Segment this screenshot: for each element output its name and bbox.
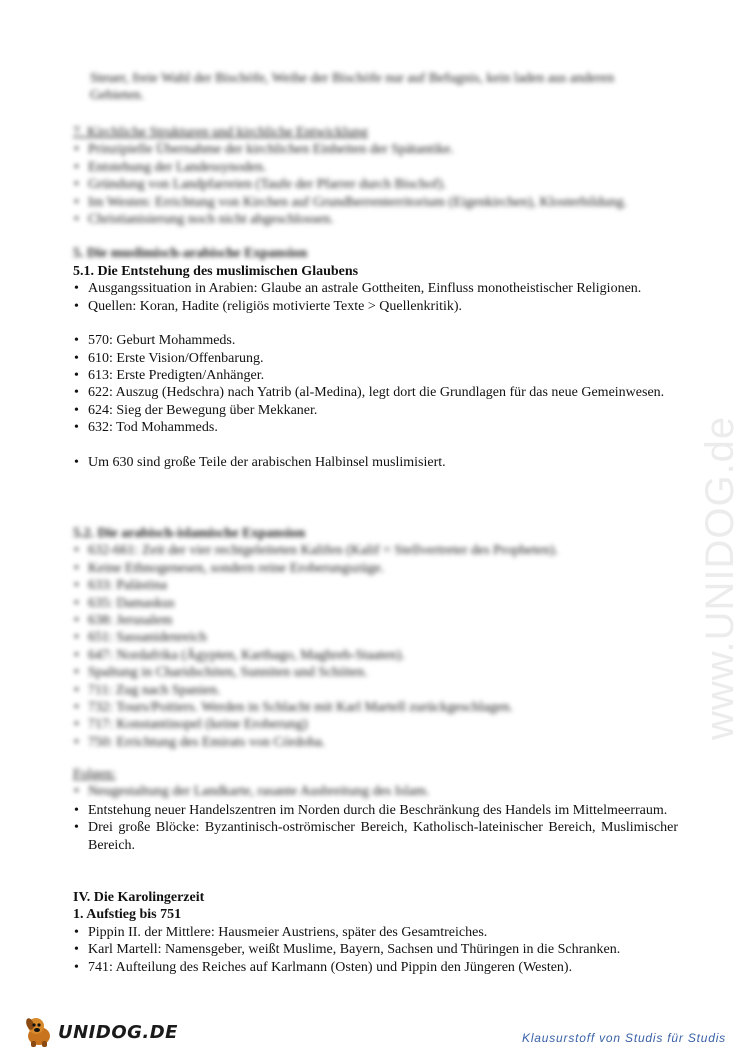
list-item: • 750: Errichtung des Emirats von Córdoba.	[73, 734, 678, 751]
section-heading: 7. Kirchliche Strukturen und kirchliche Entwicklung	[73, 125, 368, 140]
list-item: • 717: Konstantinopel (keine Eroberung)	[73, 716, 678, 733]
list-item: • Neugestaltung der Landkarte, rasante Ausbreitung des Islam.	[73, 783, 678, 800]
consequences-list	[73, 802, 678, 854]
list-item: • 711: Zug nach Spanien.	[73, 682, 678, 699]
list-item: • Keine Ethnogenesen, sondern reine Eroberungszüge.	[73, 560, 678, 577]
list-item: • Pippin II. der Mittlere: Hausmeier Austriens, später des Gesamtreiches.	[73, 924, 678, 941]
carolingian-section	[73, 889, 678, 976]
section-heading: Folgen:	[73, 767, 116, 782]
dog-icon	[22, 1014, 58, 1050]
list-item: • Quellen: Koran, Hadite (religiös motivierte Texte > Quellenkritik).	[73, 298, 678, 315]
watermark: www.UNIDOG.de	[698, 415, 742, 740]
list-item: • Ausgangssituation in Arabien: Glaube an astrale Gottheiten, Einfluss monotheistischer Religionen.	[73, 280, 678, 297]
carolingian-list	[73, 924, 678, 976]
expansion-list	[73, 542, 678, 751]
consequences-blurred	[73, 766, 678, 801]
church-structures-list	[73, 141, 678, 228]
origin-of-islam-section	[73, 263, 678, 471]
muslim-expansion-heading: 5. Die muslimisch-arabische Expansion	[73, 246, 308, 261]
list-item: • 651: Sassanidenreich	[73, 629, 678, 646]
list-item: • Um 630 sind große Teile der arabischen Halbinsel muslimisiert.	[73, 454, 678, 471]
footer-tagline: Klausurstoff von Studis für Studis	[522, 1031, 726, 1045]
list-item: • 741: Aufteilung des Reiches auf Karlmann (Osten) und Pippin den Jüngeren (Westen).	[73, 959, 678, 976]
list-item: • 624: Sieg der Bewegung über Mekkaner.	[73, 402, 678, 419]
list-item: • 632-661: Zeit der vier rechtgeleiteten Kalifen (Kalif = Stellvertreter des Propheten).	[73, 542, 678, 559]
unidog-logo	[22, 1014, 178, 1050]
section-subheading: 5.2. Die arabisch-islamische Expansion	[73, 526, 306, 541]
arab-islamic-expansion-section	[73, 525, 678, 751]
logo-text: UNIDOG.DE	[58, 1022, 178, 1043]
list-item: • Entstehung neuer Handelszentren im Norden durch die Beschränkung des Handels im Mittelmeerraum.	[73, 802, 678, 819]
list-item: • Gründung von Landpfarreien (Taufe der Pfarrer durch Bischof).	[73, 176, 678, 193]
list-item: • Im Westen: Errichtung von Kirchen auf Grundherrenterritorium (Eigenkirchen), Klosterbildung.	[73, 194, 678, 211]
summary-list	[73, 454, 678, 471]
paragraph-line: Steuer, freie Wahl der Bischöfe, Weihe der Bischöfe nur auf Befugnis, kein laden aus anderen	[90, 71, 615, 86]
list-item: • 635: Damaskus	[73, 595, 678, 612]
list-item: • Prinzipielle Übernahme der kirchlichen Einheiten der Spätantike.	[73, 141, 678, 158]
consequences-section	[73, 802, 678, 854]
list-item: • 613: Erste Predigten/Anhänger.	[73, 367, 678, 384]
intro-list	[73, 280, 678, 315]
timeline-list	[73, 332, 678, 436]
section-subheading: 5.1. Die Entstehung des muslimischen Glaubens	[73, 264, 359, 279]
list-item: • Drei große Blöcke: Byzantinisch-oströmischer Bereich, Katholisch-lateinischer Bereich, Muslimischer Bereich.	[73, 819, 678, 854]
list-item: • 633: Palästina	[73, 577, 678, 594]
top-blurred-paragraph	[90, 70, 678, 105]
list-item: • Spaltung in Charidschiten, Sunniten und Schiiten.	[73, 664, 678, 681]
list-item: • 570: Geburt Mohammeds.	[73, 332, 678, 349]
list-item: • 622: Auszug (Hedschra) nach Yatrib (al-Medina), legt dort die Grundlagen für das neue Gemeinwesen.	[73, 384, 678, 401]
list-item: • 610: Erste Vision/Offenbarung.	[73, 350, 678, 367]
list-item: • 647: Nordafrika (Ägypten, Karthago, Maghreb-Staaten).	[73, 647, 678, 664]
church-structures-section	[73, 124, 678, 228]
paragraph-line: Gebieten.	[90, 88, 145, 104]
list-item: • 632: Tod Mohammeds.	[73, 419, 678, 436]
list-item: • Entstehung der Landessynoden.	[73, 159, 678, 176]
list-item: • 732: Tours/Poitiers. Werden in Schlacht mit Karl Martell zurückgeschlagen.	[73, 699, 678, 716]
list-item: • Karl Martell: Namensgeber, weißt Muslime, Bayern, Sachsen und Thüringen in die Schranken.	[73, 941, 678, 958]
chapter-heading: IV. Die Karolingerzeit	[73, 890, 205, 905]
consequences-list-blurred	[73, 783, 678, 800]
list-item: • Christianisierung noch nicht abgeschlossen.	[73, 211, 678, 228]
section-subheading: 1. Aufstieg bis 751	[73, 907, 182, 923]
list-item: • 638: Jerusalem	[73, 612, 678, 629]
